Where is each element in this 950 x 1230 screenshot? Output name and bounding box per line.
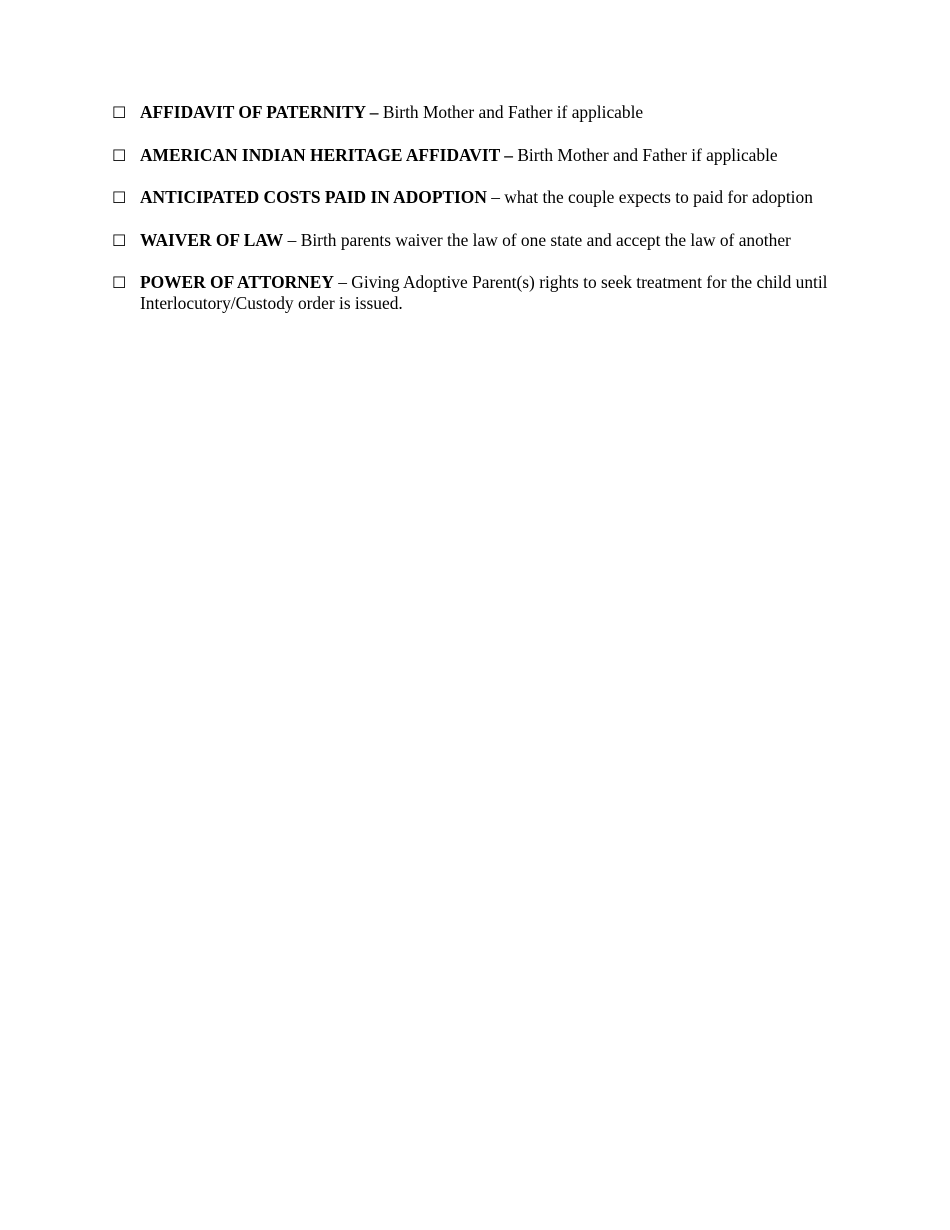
checkbox[interactable]: ☐ (112, 103, 127, 122)
item-description: – Giving Adoptive Parent(s) rights to seek treatment for the child until Interlocutory/Custody order is issued. (140, 272, 828, 313)
item-description: – what the couple expects to paid for adoption (486, 187, 813, 207)
checklist-item-affidavit-of-paternity (112, 102, 882, 123)
item-title: WAIVER OF LAW (140, 229, 284, 250)
checkbox[interactable]: ☐ (112, 145, 127, 165)
item-title: POWER OF ATTORNEY (140, 272, 334, 292)
item-title: AFFIDAVIT OF PATERNITY – (140, 102, 379, 122)
item-description: Birth Mother and Father if applicable (378, 102, 644, 122)
checkbox[interactable]: ☐ (112, 188, 127, 207)
item-description: – Birth parents waiver the law of one state and accept the law of another (283, 229, 791, 250)
checklist-item-waiver-of-law (112, 230, 882, 251)
item-description: Birth Mother and Father if applicable (512, 144, 778, 165)
item-title: ANTICIPATED COSTS PAID IN ADOPTION (140, 187, 487, 207)
checklist-item-american-indian-heritage-affidavit (112, 145, 882, 166)
checklist-item-anticipated-costs (112, 187, 882, 208)
item-title: AMERICAN INDIAN HERITAGE AFFIDAVIT – (140, 144, 513, 165)
checklist-item-power-of-attorney (112, 272, 882, 314)
checkbox[interactable]: ☐ (112, 273, 127, 292)
checkbox[interactable]: ☐ (112, 230, 127, 250)
document-checklist (112, 102, 882, 314)
